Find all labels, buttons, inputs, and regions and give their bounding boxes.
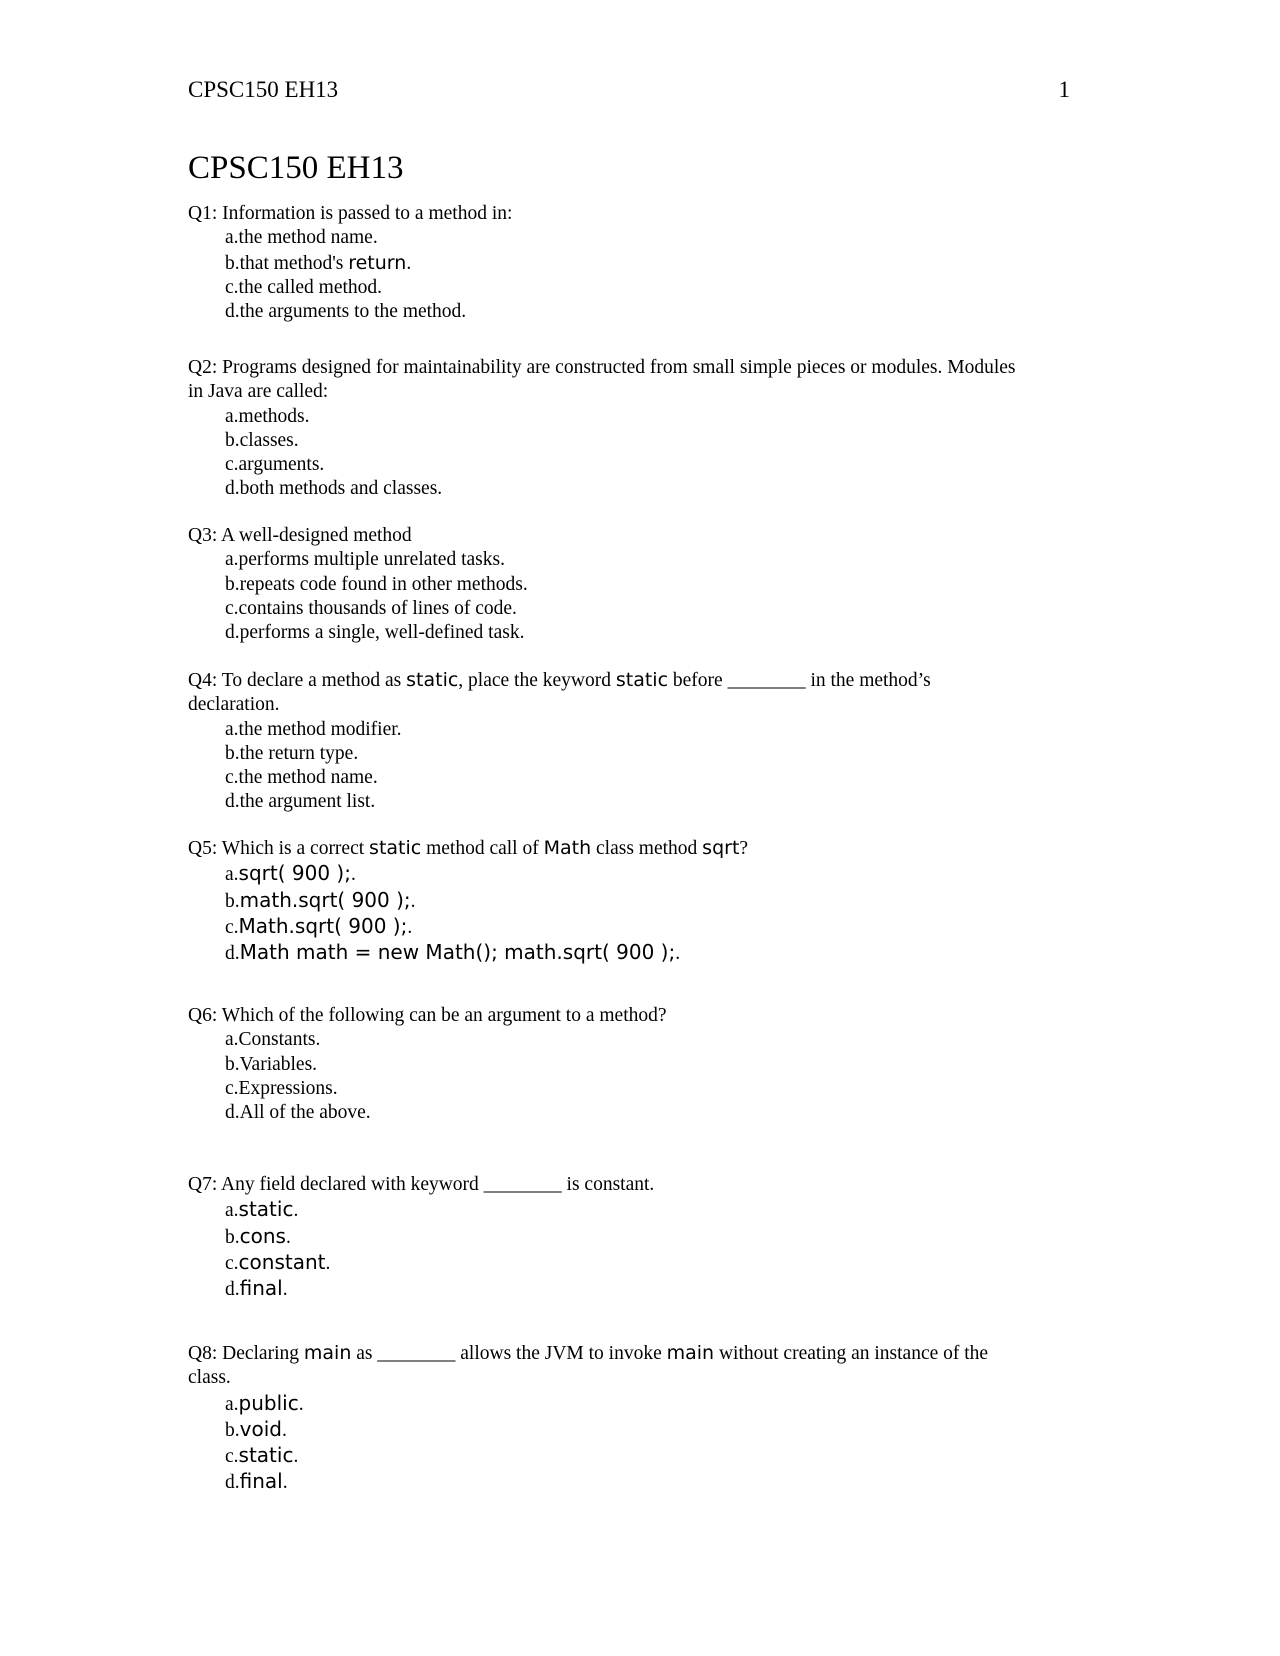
code-keyword: static [406, 669, 459, 691]
option-end: . [293, 1200, 299, 1222]
question-stem [188, 668, 1088, 718]
option-letter: b. [225, 1419, 240, 1441]
option-code: math.sqrt( 900 ); [239, 887, 411, 912]
option-code: Math math = new Math(); math.sqrt( 900 ); [239, 940, 676, 965]
option-c [188, 914, 1088, 940]
option-letter: c. [225, 1446, 239, 1468]
option-end: . [407, 916, 413, 938]
question-1 [188, 202, 1088, 324]
stem-text: before ________ in the method’s [668, 670, 931, 691]
code-keyword: static [369, 837, 422, 859]
option-code: static [238, 1443, 294, 1468]
stem-text: , place the keyword [458, 670, 616, 691]
option-b [188, 888, 1088, 914]
option-c [188, 1250, 1088, 1276]
option-end: . [281, 1419, 287, 1441]
question-8 [188, 1341, 1088, 1496]
running-title: CPSC150 EH13 [188, 77, 339, 102]
option-end: . [325, 1252, 331, 1274]
option-end: . [675, 943, 681, 965]
stem-line-2: declaration. [188, 694, 280, 716]
option-code: sqrt( 900 ); [238, 861, 351, 886]
option-c [188, 1443, 1088, 1469]
answer-options [188, 861, 1088, 966]
document-title: CPSC150 EH13 [188, 150, 404, 186]
option-letter: d. [225, 943, 240, 965]
stem-text: Q5: Which is a correct [188, 838, 370, 859]
stem-line-2: in Java are called: [188, 381, 329, 403]
code-keyword: Math [543, 837, 592, 859]
option-end: . [350, 864, 356, 886]
code-keyword: main [666, 1342, 715, 1364]
option-end: . [293, 1446, 299, 1468]
option-a: a.the method modifier. [225, 718, 402, 740]
option-end: . [282, 1279, 288, 1301]
option-code: final [239, 1276, 283, 1301]
stem-text: Q8: Declaring [188, 1343, 304, 1364]
question-2 [188, 356, 1088, 502]
stem-text: class method [591, 838, 703, 859]
option-d [188, 940, 1088, 966]
option-c: c.the called method. [225, 276, 383, 298]
stem-text: Q4: To declare a method as [188, 670, 407, 691]
stem-text: as ________ allows the JVM to invoke [351, 1343, 667, 1364]
option-c: c.Expressions. [225, 1077, 338, 1099]
option-a: a.methods. [225, 405, 310, 427]
option-code: static [238, 1197, 294, 1222]
page-number: 1 [1058, 77, 1070, 102]
answer-options [188, 1391, 1088, 1496]
answer-options [188, 1197, 1088, 1302]
option-a: a.performs multiple unrelated tasks. [225, 549, 505, 571]
option-b: b.Variables. [225, 1053, 318, 1075]
option-letter: d. [225, 1472, 240, 1494]
code-keyword: return [348, 251, 407, 274]
option-b: b.the return type. [225, 742, 359, 764]
running-header [188, 76, 1070, 104]
option-text: . [406, 252, 412, 274]
option-letter: a. [225, 1393, 239, 1415]
option-letter: c. [225, 1252, 239, 1274]
option-d: d.both methods and classes. [225, 478, 443, 500]
question-5 [188, 836, 1088, 966]
question-7 [188, 1173, 1088, 1302]
option-end: . [410, 890, 416, 912]
question-6 [188, 1004, 1088, 1125]
option-d: d.performs a single, well-defined task. [225, 622, 525, 644]
answer-options [188, 548, 1088, 645]
answer-options [188, 718, 1088, 815]
option-code: final [239, 1469, 283, 1494]
stem-line-2: class. [188, 1367, 231, 1389]
answer-options [188, 226, 1088, 324]
answer-options [188, 1028, 1088, 1125]
option-a [188, 1197, 1088, 1223]
option-c: c.arguments. [225, 454, 325, 476]
question-stem: Q7: Any field declared with keyword ________ is constant. [188, 1174, 655, 1195]
option-end: . [282, 1472, 288, 1494]
stem-line-1: Q2: Programs designed for maintainability are constructed from small simple pieces or modules. Modules [188, 357, 1016, 378]
question-stem [188, 1341, 1088, 1391]
option-d: d.the arguments to the method. [225, 301, 467, 323]
option-b [188, 1224, 1088, 1250]
option-a: a.Constants. [225, 1029, 321, 1051]
code-keyword: main [303, 1342, 352, 1364]
option-letter: b. [225, 1226, 240, 1248]
option-end: . [285, 1226, 291, 1248]
option-a [188, 861, 1088, 887]
option-code: public [238, 1390, 299, 1415]
option-letter: b. [225, 890, 240, 912]
code-keyword: static [615, 669, 669, 691]
option-c: c.contains thousands of lines of code. [225, 597, 517, 619]
option-b [188, 251, 1088, 276]
question-3 [188, 524, 1088, 645]
option-code: cons [239, 1223, 286, 1248]
option-letter: c. [225, 916, 239, 938]
question-stem: Q3: A well-designed method [188, 525, 412, 546]
option-text: b.that method's [225, 252, 349, 274]
stem-text: method call of [421, 838, 544, 859]
option-code: constant [238, 1249, 326, 1274]
option-code: Math.sqrt( 900 ); [238, 913, 408, 938]
option-code: void [239, 1416, 282, 1441]
question-stem [188, 836, 1088, 861]
option-b: b.repeats code found in other methods. [225, 573, 528, 595]
option-c: c.the method name. [225, 767, 378, 789]
option-d: d.the argument list. [225, 791, 376, 813]
question-stem [188, 356, 1088, 405]
option-d [188, 1469, 1088, 1495]
question-stem: Q6: Which of the following can be an argument to a method? [188, 1005, 667, 1026]
option-letter: d. [225, 1279, 240, 1301]
question-4 [188, 668, 1088, 815]
option-a: a.the method name. [225, 227, 378, 249]
answer-options [188, 405, 1088, 502]
option-a [188, 1391, 1088, 1417]
code-keyword: sqrt [702, 837, 740, 859]
option-b: b.classes. [225, 429, 299, 451]
option-end: . [298, 1393, 304, 1415]
option-b [188, 1417, 1088, 1443]
option-letter: a. [225, 1200, 239, 1222]
question-stem: Q1: Information is passed to a method in: [188, 203, 513, 224]
stem-text: without creating an instance of the [714, 1343, 989, 1364]
option-d [188, 1276, 1088, 1302]
stem-text: ? [739, 838, 749, 859]
option-d: d.All of the above. [225, 1102, 371, 1124]
option-letter: a. [225, 864, 239, 886]
